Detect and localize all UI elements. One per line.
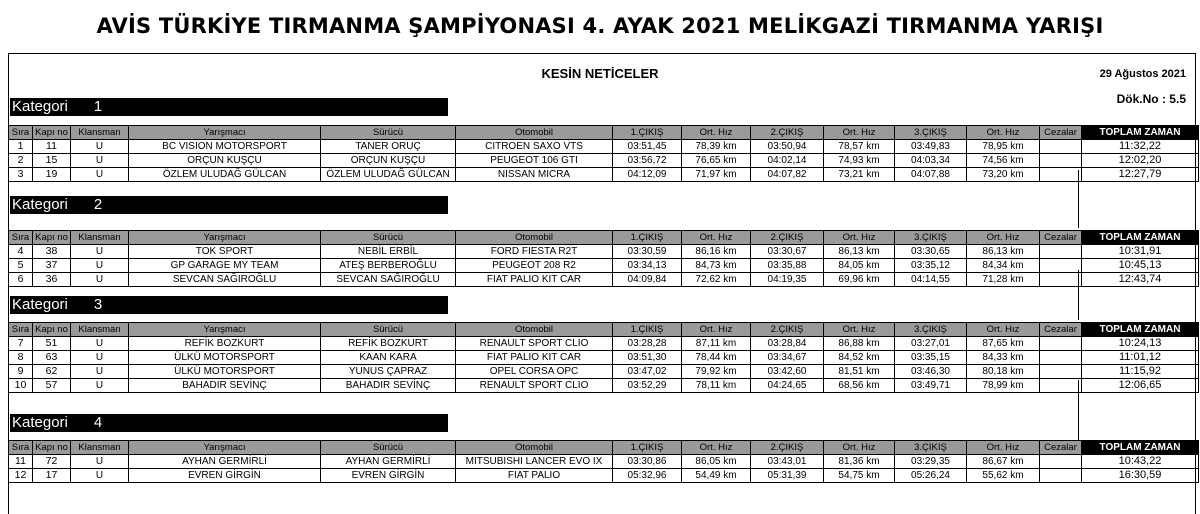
cell-klansman: U [71,455,129,469]
column-header-surucu: Sürücü [321,441,456,455]
cell-kapi-no: 38 [33,245,71,259]
cell-cikis-3: 03:49,71 [895,379,967,393]
column-header-ort-hiz-2: Ort. Hız [824,126,895,140]
cell-sira: 4 [9,245,33,259]
cell-cezalar [1040,469,1082,483]
cell-otomobil: NISSAN MICRA [456,168,613,182]
cell-kapi-no: 15 [33,154,71,168]
column-header-ort-hiz-2: Ort. Hız [824,441,895,455]
cell-cezalar [1040,337,1082,351]
column-header-cikis-3: 3.ÇIKIŞ [895,231,967,245]
cell-ort-hiz-3: 84,34 km [967,259,1040,273]
cell-sira: 6 [9,273,33,287]
cell-ort-hiz-2: 74,93 km [824,154,895,168]
cell-surucu: ÖZLEM ULUDAĞ GÜLCAN [321,168,456,182]
cell-ort-hiz-3: 78,99 km [967,379,1040,393]
column-header-cikis-1: 1.ÇIKIŞ [613,323,682,337]
table-header-row [9,323,1199,337]
cell-sira: 3 [9,168,33,182]
table-row [9,379,1199,393]
cell-otomobil: FIAT PALIO KIT CAR [456,273,613,287]
column-header-klansman: Klansman [71,441,129,455]
cell-kapi-no: 72 [33,455,71,469]
category-word: Kategori [12,414,68,431]
table-row [9,168,1199,182]
cell-kapi-no: 57 [33,379,71,393]
cell-kapi-no: 37 [33,259,71,273]
column-header-toplam-zaman: TOPLAM ZAMAN [1082,231,1199,245]
cell-otomobil: FIAT PALIO [456,469,613,483]
cell-kapi-no: 63 [33,351,71,365]
cell-toplam-zaman: 11:15,92 [1082,365,1199,379]
cell-cikis-2: 03:35,88 [751,259,824,273]
column-header-otomobil: Otomobil [456,441,613,455]
column-header-cikis-1: 1.ÇIKIŞ [613,126,682,140]
category-number: 4 [93,414,103,431]
cell-toplam-zaman: 10:45,13 [1082,259,1199,273]
category-word: Kategori [12,196,68,213]
cell-ort-hiz-3: 86,67 km [967,455,1040,469]
cell-klansman: U [71,379,129,393]
cell-otomobil: CITROEN SAXO VTS [456,140,613,154]
cell-cikis-2: 03:50,94 [751,140,824,154]
cell-cezalar [1040,154,1082,168]
column-header-ort-hiz-2: Ort. Hız [824,231,895,245]
cell-surucu: NEBİL ERBİL [321,245,456,259]
cell-klansman: U [71,469,129,483]
category-number: 1 [93,98,103,115]
results-table-category-4 [8,440,1199,483]
cell-cezalar [1040,259,1082,273]
cell-cikis-3: 03:35,15 [895,351,967,365]
cell-klansman: U [71,351,129,365]
cell-yarismaci: ORÇUN KUŞÇU [129,154,321,168]
column-header-cikis-1: 1.ÇIKIŞ [613,231,682,245]
cell-cezalar [1040,379,1082,393]
cell-otomobil: PEUGEOT 208 R2 [456,259,613,273]
cell-kapi-no: 51 [33,337,71,351]
cell-cikis-3: 03:35,12 [895,259,967,273]
cell-toplam-zaman: 12:06,65 [1082,379,1199,393]
cell-cezalar [1040,351,1082,365]
cell-surucu: AYHAN GERMİRLİ [321,455,456,469]
cell-kapi-no: 62 [33,365,71,379]
table-row [9,259,1199,273]
document-title: AVİS TÜRKİYE TIRMANMA ŞAMPİYONASI 4. AYAK 2021 MELİKGAZİ TIRMANMA YARIŞI [96,14,1104,38]
cell-cikis-3: 04:03,34 [895,154,967,168]
cell-cikis-1: 03:30,86 [613,455,682,469]
table-row [9,245,1199,259]
cell-cikis-1: 03:51,45 [613,140,682,154]
cell-cikis-1: 03:52,29 [613,379,682,393]
cell-otomobil: OPEL CORSA OPC [456,365,613,379]
cell-kapi-no: 11 [33,140,71,154]
cell-cikis-3: 04:14,55 [895,273,967,287]
column-header-kapi-no: Kapı no [33,323,71,337]
cell-cikis-1: 03:51,30 [613,351,682,365]
cell-cikis-3: 04:07,88 [895,168,967,182]
cell-otomobil: RENAULT SPORT CLIO [456,337,613,351]
cell-surucu: REFİK BOZKURT [321,337,456,351]
cell-otomobil: FIAT PALIO KIT CAR [456,351,613,365]
column-header-otomobil: Otomobil [456,231,613,245]
cell-ort-hiz-1: 84,73 km [682,259,751,273]
cell-sira: 5 [9,259,33,273]
cell-ort-hiz-2: 84,05 km [824,259,895,273]
section-divider [1078,270,1079,320]
cell-surucu: ORÇUN KUŞÇU [321,154,456,168]
cell-yarismaci: EVREN GİRGİN [129,469,321,483]
cell-cezalar [1040,273,1082,287]
cell-sira: 7 [9,337,33,351]
cell-sira: 11 [9,455,33,469]
column-header-klansman: Klansman [71,231,129,245]
cell-klansman: U [71,337,129,351]
cell-yarismaci: ÜLKÜ MOTORSPORT [129,365,321,379]
cell-toplam-zaman: 11:01,12 [1082,351,1199,365]
column-header-cikis-1: 1.ÇIKIŞ [613,441,682,455]
section-divider [1078,170,1079,228]
cell-ort-hiz-1: 71,97 km [682,168,751,182]
results-table-category-3 [8,322,1199,393]
cell-toplam-zaman: 10:43,22 [1082,455,1199,469]
cell-ort-hiz-3: 87,65 km [967,337,1040,351]
column-header-kapi-no: Kapı no [33,231,71,245]
cell-ort-hiz-3: 71,28 km [967,273,1040,287]
column-header-surucu: Sürücü [321,231,456,245]
cell-yarismaci: BAHADIR SEVİNÇ [129,379,321,393]
cell-ort-hiz-3: 86,13 km [967,245,1040,259]
cell-surucu: SEVCAN SAĞIROĞLU [321,273,456,287]
cell-cikis-2: 04:24,65 [751,379,824,393]
category-header-2 [10,196,448,214]
column-header-cikis-2: 2.ÇIKIŞ [751,323,824,337]
cell-cikis-1: 03:47,02 [613,365,682,379]
column-header-yarismaci: Yarışmacı [129,231,321,245]
category-number: 3 [93,296,103,313]
cell-cikis-1: 04:09,84 [613,273,682,287]
column-header-sira: Sıra [9,323,33,337]
results-table-category-1 [8,125,1199,182]
cell-toplam-zaman: 12:02,20 [1082,154,1199,168]
cell-toplam-zaman: 12:43,74 [1082,273,1199,287]
cell-cikis-2: 03:34,67 [751,351,824,365]
cell-sira: 1 [9,140,33,154]
category-number: 2 [93,196,103,213]
column-header-surucu: Sürücü [321,126,456,140]
column-header-cezalar: Cezalar [1040,323,1082,337]
cell-toplam-zaman: 11:32,22 [1082,140,1199,154]
cell-yarismaci: GP GARAGE MY TEAM [129,259,321,273]
cell-cikis-1: 03:56,72 [613,154,682,168]
cell-cikis-2: 04:19,35 [751,273,824,287]
cell-otomobil: PEUGEOT 106 GTI [456,154,613,168]
cell-klansman: U [71,245,129,259]
column-header-surucu: Sürücü [321,323,456,337]
cell-ort-hiz-1: 79,92 km [682,365,751,379]
cell-sira: 2 [9,154,33,168]
column-header-toplam-zaman: TOPLAM ZAMAN [1082,126,1199,140]
cell-klansman: U [71,154,129,168]
table-header-row [9,231,1199,245]
cell-klansman: U [71,365,129,379]
cell-ort-hiz-1: 86,05 km [682,455,751,469]
section-divider [1078,380,1079,440]
column-header-ort-hiz-3: Ort. Hız [967,231,1040,245]
column-header-cikis-2: 2.ÇIKIŞ [751,126,824,140]
cell-cikis-1: 04:12,09 [613,168,682,182]
cell-ort-hiz-2: 81,36 km [824,455,895,469]
cell-ort-hiz-2: 68,56 km [824,379,895,393]
column-header-cezalar: Cezalar [1040,231,1082,245]
cell-kapi-no: 36 [33,273,71,287]
column-header-otomobil: Otomobil [456,323,613,337]
results-table-category-2 [8,230,1199,287]
category-header-4 [10,414,448,432]
cell-ort-hiz-2: 73,21 km [824,168,895,182]
column-header-cikis-2: 2.ÇIKIŞ [751,231,824,245]
cell-cikis-2: 04:07,82 [751,168,824,182]
column-header-yarismaci: Yarışmacı [129,126,321,140]
cell-ort-hiz-2: 84,52 km [824,351,895,365]
cell-klansman: U [71,140,129,154]
column-header-sira: Sıra [9,231,33,245]
cell-cikis-2: 03:42,60 [751,365,824,379]
cell-ort-hiz-2: 86,13 km [824,245,895,259]
table-row [9,273,1199,287]
column-header-ort-hiz-2: Ort. Hız [824,323,895,337]
cell-cikis-3: 03:29,35 [895,455,967,469]
cell-ort-hiz-3: 74,56 km [967,154,1040,168]
cell-ort-hiz-1: 87,11 km [682,337,751,351]
cell-kapi-no: 19 [33,168,71,182]
table-row [9,469,1199,483]
cell-sira: 10 [9,379,33,393]
event-date: 29 Ağustos 2021 [1099,68,1186,80]
column-header-klansman: Klansman [71,323,129,337]
cell-klansman: U [71,168,129,182]
table-row [9,455,1199,469]
table-header-row [9,441,1199,455]
cell-cezalar [1040,245,1082,259]
cell-ort-hiz-3: 80,18 km [967,365,1040,379]
column-header-sira: Sıra [9,441,33,455]
cell-cikis-2: 04:02,14 [751,154,824,168]
cell-ort-hiz-1: 76,65 km [682,154,751,168]
cell-toplam-zaman: 12:27,79 [1082,168,1199,182]
cell-surucu: EVREN GİRGİN [321,469,456,483]
column-header-ort-hiz-3: Ort. Hız [967,323,1040,337]
cell-yarismaci: ÜLKÜ MOTORSPORT [129,351,321,365]
cell-yarismaci: BC VISION MOTORSPORT [129,140,321,154]
cell-yarismaci: AYHAN GERMİRLİ [129,455,321,469]
column-header-cezalar: Cezalar [1040,126,1082,140]
cell-sira: 9 [9,365,33,379]
cell-sira: 8 [9,351,33,365]
column-header-cezalar: Cezalar [1040,441,1082,455]
table-row [9,154,1199,168]
cell-ort-hiz-1: 86,16 km [682,245,751,259]
cell-otomobil: MITSUBISHI LANCER EVO IX [456,455,613,469]
cell-surucu: TANER ORUÇ [321,140,456,154]
column-header-ort-hiz-3: Ort. Hız [967,441,1040,455]
column-header-ort-hiz-1: Ort. Hız [682,126,751,140]
cell-cikis-2: 03:30,67 [751,245,824,259]
cell-cikis-1: 05:32,96 [613,469,682,483]
cell-cikis-2: 05:31,39 [751,469,824,483]
table-header-row [9,126,1199,140]
cell-ort-hiz-3: 73,20 km [967,168,1040,182]
cell-ort-hiz-2: 86,88 km [824,337,895,351]
column-header-cikis-3: 3.ÇIKIŞ [895,441,967,455]
cell-otomobil: FORD FIESTA R2T [456,245,613,259]
cell-cezalar [1040,455,1082,469]
cell-kapi-no: 17 [33,469,71,483]
column-header-yarismaci: Yarışmacı [129,323,321,337]
cell-toplam-zaman: 16:30,59 [1082,469,1199,483]
cell-ort-hiz-1: 54,49 km [682,469,751,483]
cell-yarismaci: ÖZLEM ULUDAĞ GÜLCAN [129,168,321,182]
column-header-cikis-3: 3.ÇIKIŞ [895,126,967,140]
table-row [9,140,1199,154]
cell-surucu: YUNUS ÇAPRAZ [321,365,456,379]
column-header-kapi-no: Kapı no [33,126,71,140]
column-header-ort-hiz-1: Ort. Hız [682,323,751,337]
column-header-klansman: Klansman [71,126,129,140]
table-row [9,337,1199,351]
cell-otomobil: RENAULT SPORT CLIO [456,379,613,393]
table-row [9,351,1199,365]
cell-cezalar [1040,365,1082,379]
category-header-3 [10,296,448,314]
column-header-otomobil: Otomobil [456,126,613,140]
cell-cikis-3: 05:26,24 [895,469,967,483]
cell-surucu: BAHADIR SEVİNÇ [321,379,456,393]
cell-cikis-3: 03:46,30 [895,365,967,379]
category-header-1 [10,98,448,116]
cell-toplam-zaman: 10:24,13 [1082,337,1199,351]
results-subtitle: KESİN NETİCELER [541,66,659,81]
cell-ort-hiz-3: 84,33 km [967,351,1040,365]
cell-yarismaci: REFİK BOZKURT [129,337,321,351]
column-header-sira: Sıra [9,126,33,140]
column-header-ort-hiz-1: Ort. Hız [682,231,751,245]
cell-cikis-2: 03:43,01 [751,455,824,469]
category-word: Kategori [12,98,68,115]
cell-ort-hiz-1: 72,62 km [682,273,751,287]
cell-yarismaci: TOK SPORT [129,245,321,259]
column-header-cikis-3: 3.ÇIKIŞ [895,323,967,337]
cell-ort-hiz-1: 78,44 km [682,351,751,365]
column-header-cikis-2: 2.ÇIKIŞ [751,441,824,455]
cell-sira: 12 [9,469,33,483]
column-header-ort-hiz-3: Ort. Hız [967,126,1040,140]
cell-ort-hiz-1: 78,39 km [682,140,751,154]
cell-cikis-3: 03:49,83 [895,140,967,154]
cell-cezalar [1040,168,1082,182]
cell-ort-hiz-2: 78,57 km [824,140,895,154]
cell-cikis-3: 03:27,01 [895,337,967,351]
cell-cikis-1: 03:30,59 [613,245,682,259]
column-header-kapi-no: Kapı no [33,441,71,455]
document-number: Dök.No : 5.5 [1116,92,1186,106]
cell-surucu: ATEŞ BERBEROĞLU [321,259,456,273]
cell-surucu: KAAN KARA [321,351,456,365]
cell-klansman: U [71,259,129,273]
cell-cikis-2: 03:28,84 [751,337,824,351]
cell-yarismaci: SEVCAN SAĞIROĞLU [129,273,321,287]
cell-cikis-1: 03:28,28 [613,337,682,351]
cell-cezalar [1040,140,1082,154]
category-word: Kategori [12,296,68,313]
column-header-toplam-zaman: TOPLAM ZAMAN [1082,323,1199,337]
cell-klansman: U [71,273,129,287]
column-header-ort-hiz-1: Ort. Hız [682,441,751,455]
table-row [9,365,1199,379]
cell-cikis-1: 03:34,13 [613,259,682,273]
cell-cikis-3: 03:30,65 [895,245,967,259]
cell-ort-hiz-2: 81,51 km [824,365,895,379]
column-header-yarismaci: Yarışmacı [129,441,321,455]
cell-toplam-zaman: 10:31,91 [1082,245,1199,259]
cell-ort-hiz-3: 55,62 km [967,469,1040,483]
cell-ort-hiz-2: 69,96 km [824,273,895,287]
cell-ort-hiz-1: 78,11 km [682,379,751,393]
column-header-toplam-zaman: TOPLAM ZAMAN [1082,441,1199,455]
cell-ort-hiz-3: 78,95 km [967,140,1040,154]
cell-ort-hiz-2: 54,75 km [824,469,895,483]
